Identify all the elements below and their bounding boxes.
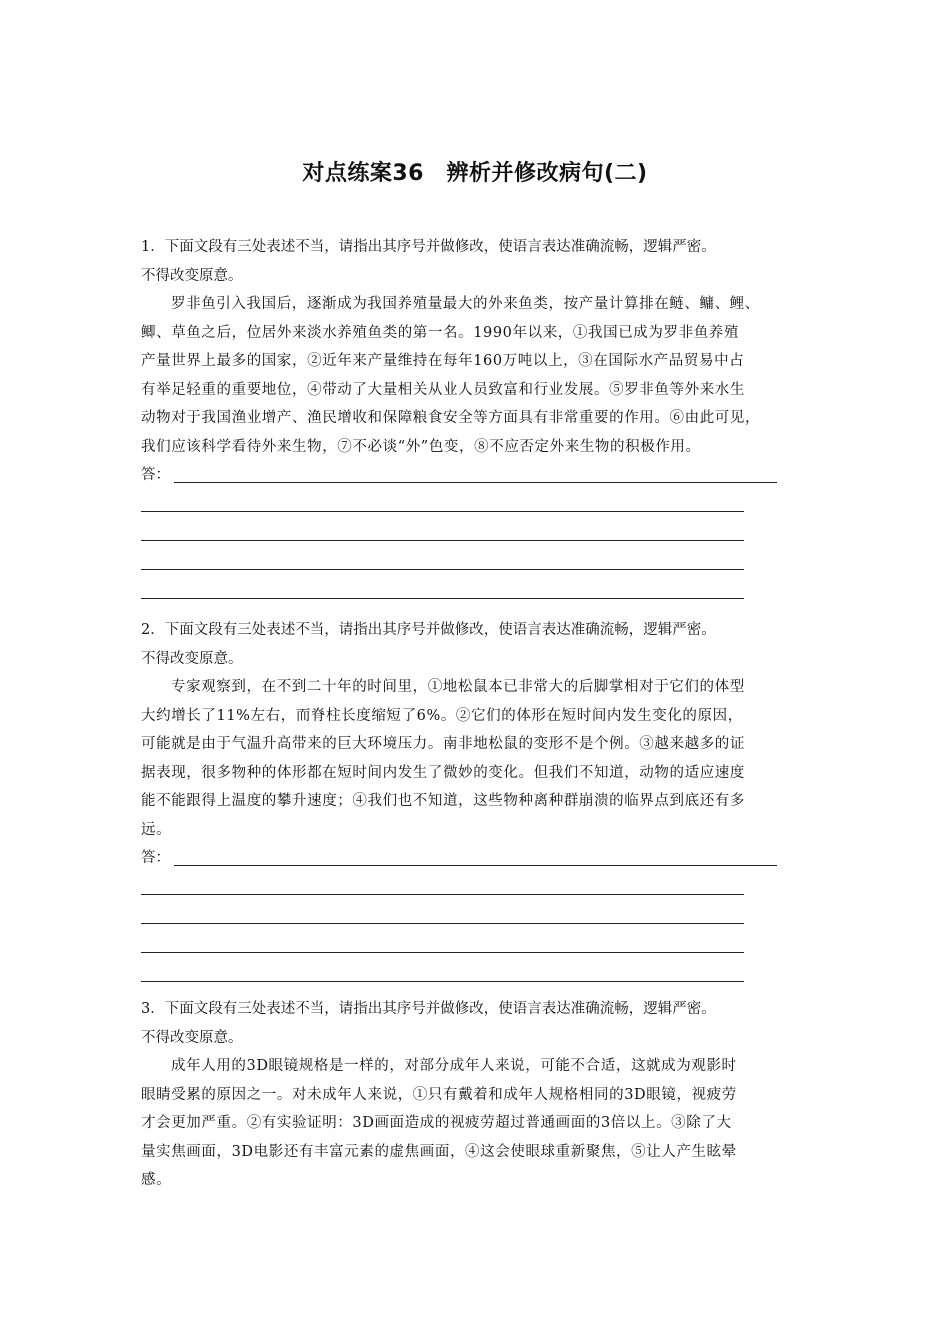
passage-line: 罗非鱼引入我国后，逐渐成为我国养殖量最大的外来鱼类，按产量计算排在鲢、鳙、鲤、 [171, 296, 760, 312]
answer-line[interactable] [141, 511, 744, 512]
passage-line: 可能就是由于气温升高带来的巨大环境压力。南非地松鼠的变形不是个例。③越来越多的证 [141, 736, 745, 752]
question-instruction: 3．下面文段有三处表述不当，请指出其序号并做修改，使语言表达准确流畅，逻辑严密。 [141, 1001, 716, 1017]
answer-line[interactable] [141, 923, 744, 924]
passage-line: 量实焦画面，3D电影还有丰富元素的虚焦画面，④这会使眼球重新聚焦，⑤让人产生眩晕 [141, 1143, 737, 1160]
answer-label: 答： [141, 850, 170, 866]
question-instruction-cont: 不得改变原意。 [141, 1029, 243, 1046]
answer-area[interactable] [141, 844, 831, 873]
answer-area[interactable] [141, 902, 831, 931]
answer-line[interactable] [141, 952, 744, 953]
answer-label: 答： [141, 467, 170, 483]
question-instruction-cont: 不得改变原意。 [141, 650, 243, 667]
question-3 [141, 995, 831, 1195]
answer-line[interactable] [141, 894, 744, 895]
passage-line: 专家观察到，在不到二十年的时间里，①地松鼠本已非常大的后脚掌相对于它们的体型 [171, 679, 745, 695]
question-2 [141, 616, 831, 989]
passage-line: 大约增长了11%左右，而脊柱长度缩短了6%。②它们的体形在短时间内发生变化的原因， [141, 707, 743, 724]
answer-area[interactable] [141, 931, 831, 960]
answer-area[interactable] [141, 577, 831, 606]
answer-line[interactable] [174, 865, 777, 866]
answer-area[interactable] [141, 873, 831, 902]
answer-line[interactable] [141, 540, 744, 541]
question-instruction-cont: 不得改变原意。 [141, 267, 243, 284]
answer-area[interactable] [141, 490, 831, 519]
passage-line: 才会更加严重。②有实验证明：3D画面造成的视疲劳超过普通画面的3倍以上。③除了大 [141, 1115, 732, 1131]
answer-line[interactable] [141, 598, 744, 599]
answer-area[interactable] [141, 519, 831, 548]
passage-line: 感。 [141, 1172, 172, 1188]
passage-line: 有举足轻重的重要地位，④带动了大量相关从业人员致富和行业发展。⑤罗非鱼等外来水生 [141, 381, 745, 398]
passage-line: 眼睛受累的原因之一。对未成年人来说，①只有戴着和成年人规格相同的3D眼镜，视疲劳 [141, 1086, 737, 1103]
passage-line: 鲫、草鱼之后，位居外来淡水养殖鱼类的第一名。1990年以来，①我国已成为罗非鱼养殖 [141, 324, 739, 341]
passage-line: 远。 [141, 821, 172, 838]
answer-area[interactable] [141, 960, 831, 989]
answer-area[interactable] [141, 461, 831, 490]
answer-line[interactable] [141, 569, 744, 570]
question-instruction: 1．下面文段有三处表述不当，请指出其序号并做修改，使语言表达准确流畅，逻辑严密。 [141, 239, 716, 255]
question-instruction: 2．下面文段有三处表述不当，请指出其序号并做修改，使语言表达准确流畅，逻辑严密。 [141, 622, 716, 638]
passage-line: 成年人用的3D眼镜规格是一样的，对部分成年人来说，可能不合适，这就成为观影时 [171, 1058, 737, 1074]
passage-line: 产量世界上最多的国家，②近年来产量维持在每年160万吨以上，③在国际水产品贸易中占 [141, 353, 745, 369]
answer-area[interactable] [141, 548, 831, 577]
page-title: 对点练案36 辨析并修改病句(二) [302, 161, 648, 186]
passage-line: 能不能跟得上温度的攀升速度；④我们也不知道，这些物种离种群崩溃的临界点到底还有多 [141, 793, 745, 809]
passage-line: 动物对于我国渔业增产、渔民增收和保障粮食安全等方面具有非常重要的作用。⑥由此可见， [141, 410, 761, 426]
answer-line[interactable] [141, 981, 744, 982]
passage-line: 据表现，很多物种的体形都在短时间内发生了微妙的变化。但我们不知道，动物的适应速度 [141, 764, 745, 781]
passage-line: 我们应该科学看待外来生物，⑦不必谈“外”色变，⑧不应否定外来生物的积极作用。 [141, 438, 701, 455]
question-1 [141, 233, 831, 606]
answer-line[interactable] [174, 482, 777, 483]
